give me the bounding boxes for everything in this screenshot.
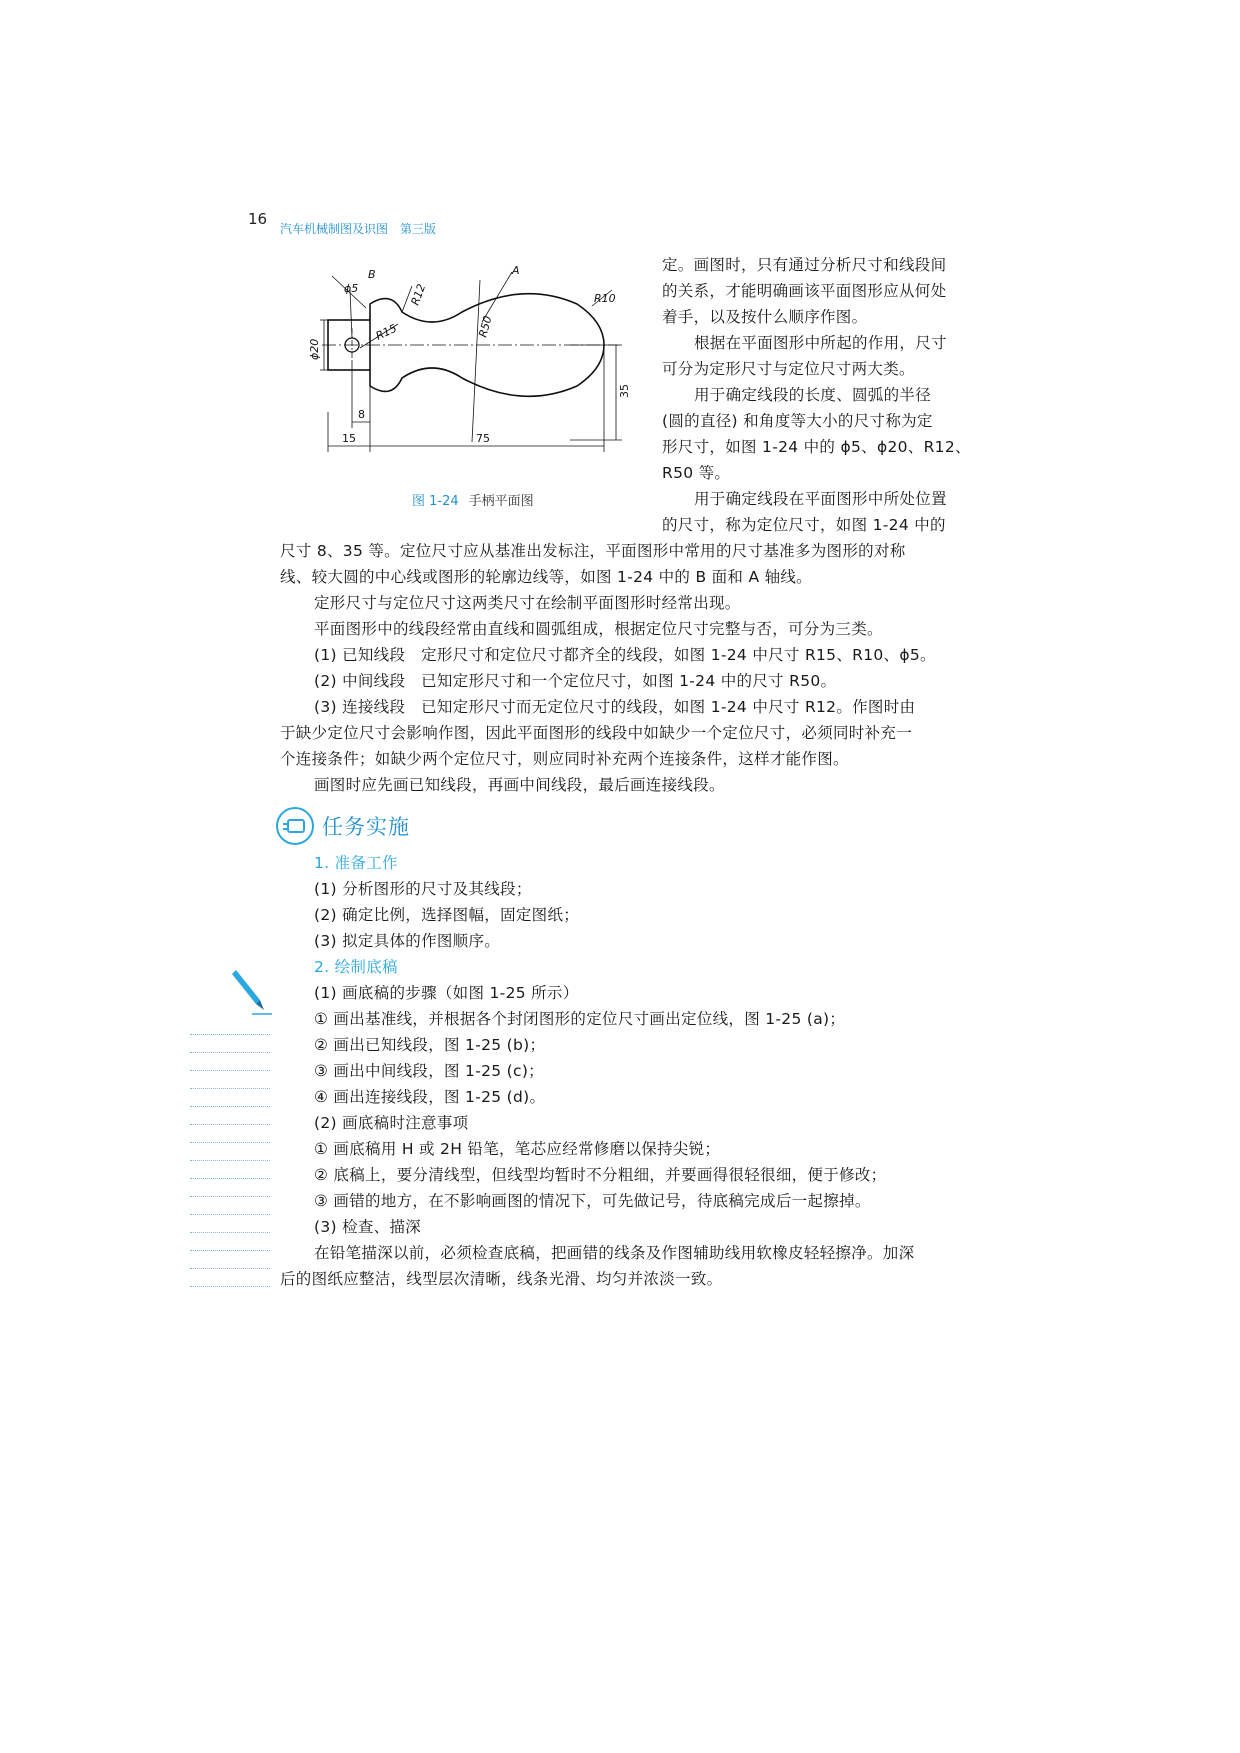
list-item: (3) 拟定具体的作图顺序。 — [314, 932, 501, 950]
figure-caption — [412, 490, 534, 509]
para-line: 平面图形中的线段经常由直线和圆弧组成，根据定位尺寸完整与否，可分为三类。 — [314, 620, 883, 638]
label-35: 35 — [618, 384, 631, 398]
para-line: 于缺少定位尺寸会影响作图，因此平面图形的线段中如缺少一个定位尺寸，必须同时补充一 — [280, 724, 913, 742]
para-line: 根据在平面图形中所起的作用，尺寸 — [694, 334, 947, 352]
para-line: 的尺寸，称为定位尺寸，如图 1-24 中的 — [662, 516, 946, 534]
note-line — [190, 1142, 270, 1143]
list-item: 后的图纸应整洁，线型层次清晰，线条光滑、均匀并浓淡一致。 — [280, 1270, 723, 1288]
label-R50: R50 — [476, 314, 495, 339]
label-15: 15 — [342, 432, 356, 445]
label-A: A — [512, 264, 520, 277]
para-line: 定形尺寸与定位尺寸这两类尺寸在绘制平面图形时经常出现。 — [314, 594, 741, 612]
note-line — [190, 1034, 270, 1035]
list-item: (3) 检查、描深 — [314, 1218, 422, 1236]
list-item: (1) 分析图形的尺寸及其线段； — [314, 880, 532, 898]
para-line: (1) 已知线段 定形尺寸和定位尺寸都齐全的线段，如图 1-24 中尺寸 R15、R10、ϕ5。 — [314, 646, 936, 664]
label-phi20: ϕ20 — [308, 338, 321, 360]
note-line — [190, 1286, 270, 1287]
note-line — [190, 1196, 270, 1197]
label-R12: R12 — [408, 282, 429, 308]
note-line — [190, 1106, 270, 1107]
list-item: ① 画出基准线，并根据各个封闭图形的定位尺寸画出定位线，图 1-25 (a)； — [314, 1010, 846, 1028]
para-line: 尺寸 8、35 等。定位尺寸应从基准出发标注，平面图形中常用的尺寸基准多为图形的对称 — [280, 542, 906, 560]
task-icon — [276, 807, 314, 845]
note-line — [190, 1160, 270, 1161]
list-item: ① 画底稿用 H 或 2H 铅笔，笔芯应经常修磨以保持尖锐； — [314, 1140, 721, 1158]
list-item: ③ 画错的地方，在不影响画图的情况下，可先做记号，待底稿完成后一起擦掉。 — [314, 1192, 871, 1210]
list-item: ④ 画出连接线段，图 1-25 (d)。 — [314, 1088, 546, 1106]
para-line: (圆的直径) 和角度等大小的尺寸称为定 — [662, 412, 933, 430]
note-line — [190, 1088, 270, 1089]
para-line: 画图时应先画已知线段，再画中间线段，最后画连接线段。 — [314, 776, 725, 794]
note-line — [190, 1268, 270, 1269]
note-line — [190, 1214, 270, 1215]
para-line: R50 等。 — [662, 464, 731, 482]
para-line: 着手，以及按什么顺序作图。 — [662, 308, 868, 326]
list-item: ② 画出已知线段，图 1-25 (b)； — [314, 1036, 546, 1054]
note-line — [190, 1232, 270, 1233]
list-item: ③ 画出中间线段，图 1-25 (c)； — [314, 1062, 544, 1080]
section-title: 任务实施 — [322, 815, 410, 839]
subheading: 2. 绘制底稿 — [314, 958, 398, 976]
subheading: 1. 准备工作 — [314, 854, 398, 872]
para-line: 用于确定线段的长度、圆弧的半径 — [694, 386, 932, 404]
note-line — [190, 1052, 270, 1053]
label-phi5: ϕ5 — [344, 282, 359, 295]
page-number: 16 — [248, 210, 268, 228]
para-line: 的关系，才能明确画该平面图形应从何处 — [662, 282, 947, 300]
list-item: (2) 确定比例，选择图幅，固定图纸； — [314, 906, 580, 924]
para-line: 形尺寸，如图 1-24 中的 ϕ5、ϕ20、R12、 — [662, 438, 971, 456]
list-item: (2) 画底稿时注意事项 — [314, 1114, 469, 1132]
handle-drawing — [308, 262, 660, 494]
caption-text: 手柄平面图 — [468, 494, 534, 509]
book-title: 汽车机械制图及识图 第三版 — [280, 222, 437, 236]
note-line — [190, 1178, 270, 1179]
para-line: (2) 中间线段 已知定形尺寸和一个定位尺寸，如图 1-24 中的尺寸 R50。 — [314, 672, 837, 690]
para-line: 定。画图时，只有通过分析尺寸和线段间 — [662, 256, 947, 274]
label-8: 8 — [358, 408, 365, 421]
list-item: ② 底稿上，要分清线型，但线型均暂时不分粗细，并要画得很轻很细，便于修改； — [314, 1166, 887, 1184]
note-line — [190, 1070, 270, 1071]
caption-number: 图 1-24 — [412, 494, 459, 509]
section-header — [276, 804, 410, 848]
label-R15: R15 — [373, 321, 399, 343]
list-item: 在铅笔描深以前，必须检查底稿，把画错的线条及作图辅助线用软橡皮轻轻擦净。加深 — [314, 1244, 915, 1262]
note-line — [190, 1124, 270, 1125]
list-item: (1) 画底稿的步骤（如图 1-25 所示） — [314, 984, 579, 1002]
para-line: 用于确定线段在平面图形中所处位置 — [694, 490, 947, 508]
label-75: 75 — [476, 432, 490, 445]
para-line: 可分为定形尺寸与定位尺寸两大类。 — [662, 360, 915, 378]
label-B: B — [368, 268, 376, 281]
para-line: 个连接条件；如缺少两个定位尺寸，则应同时补充两个连接条件，这样才能作图。 — [280, 750, 849, 768]
para-line: 线、较大圆的中心线或图形的轮廓边线等，如图 1-24 中的 B 面和 A 轴线。 — [280, 568, 812, 586]
para-line: (3) 连接线段 已知定形尺寸而无定位尺寸的线段，如图 1-24 中尺寸 R12。作图时由 — [314, 698, 916, 716]
note-line — [190, 1250, 270, 1251]
label-R10: R10 — [594, 292, 616, 305]
pen-icon — [232, 966, 272, 1016]
